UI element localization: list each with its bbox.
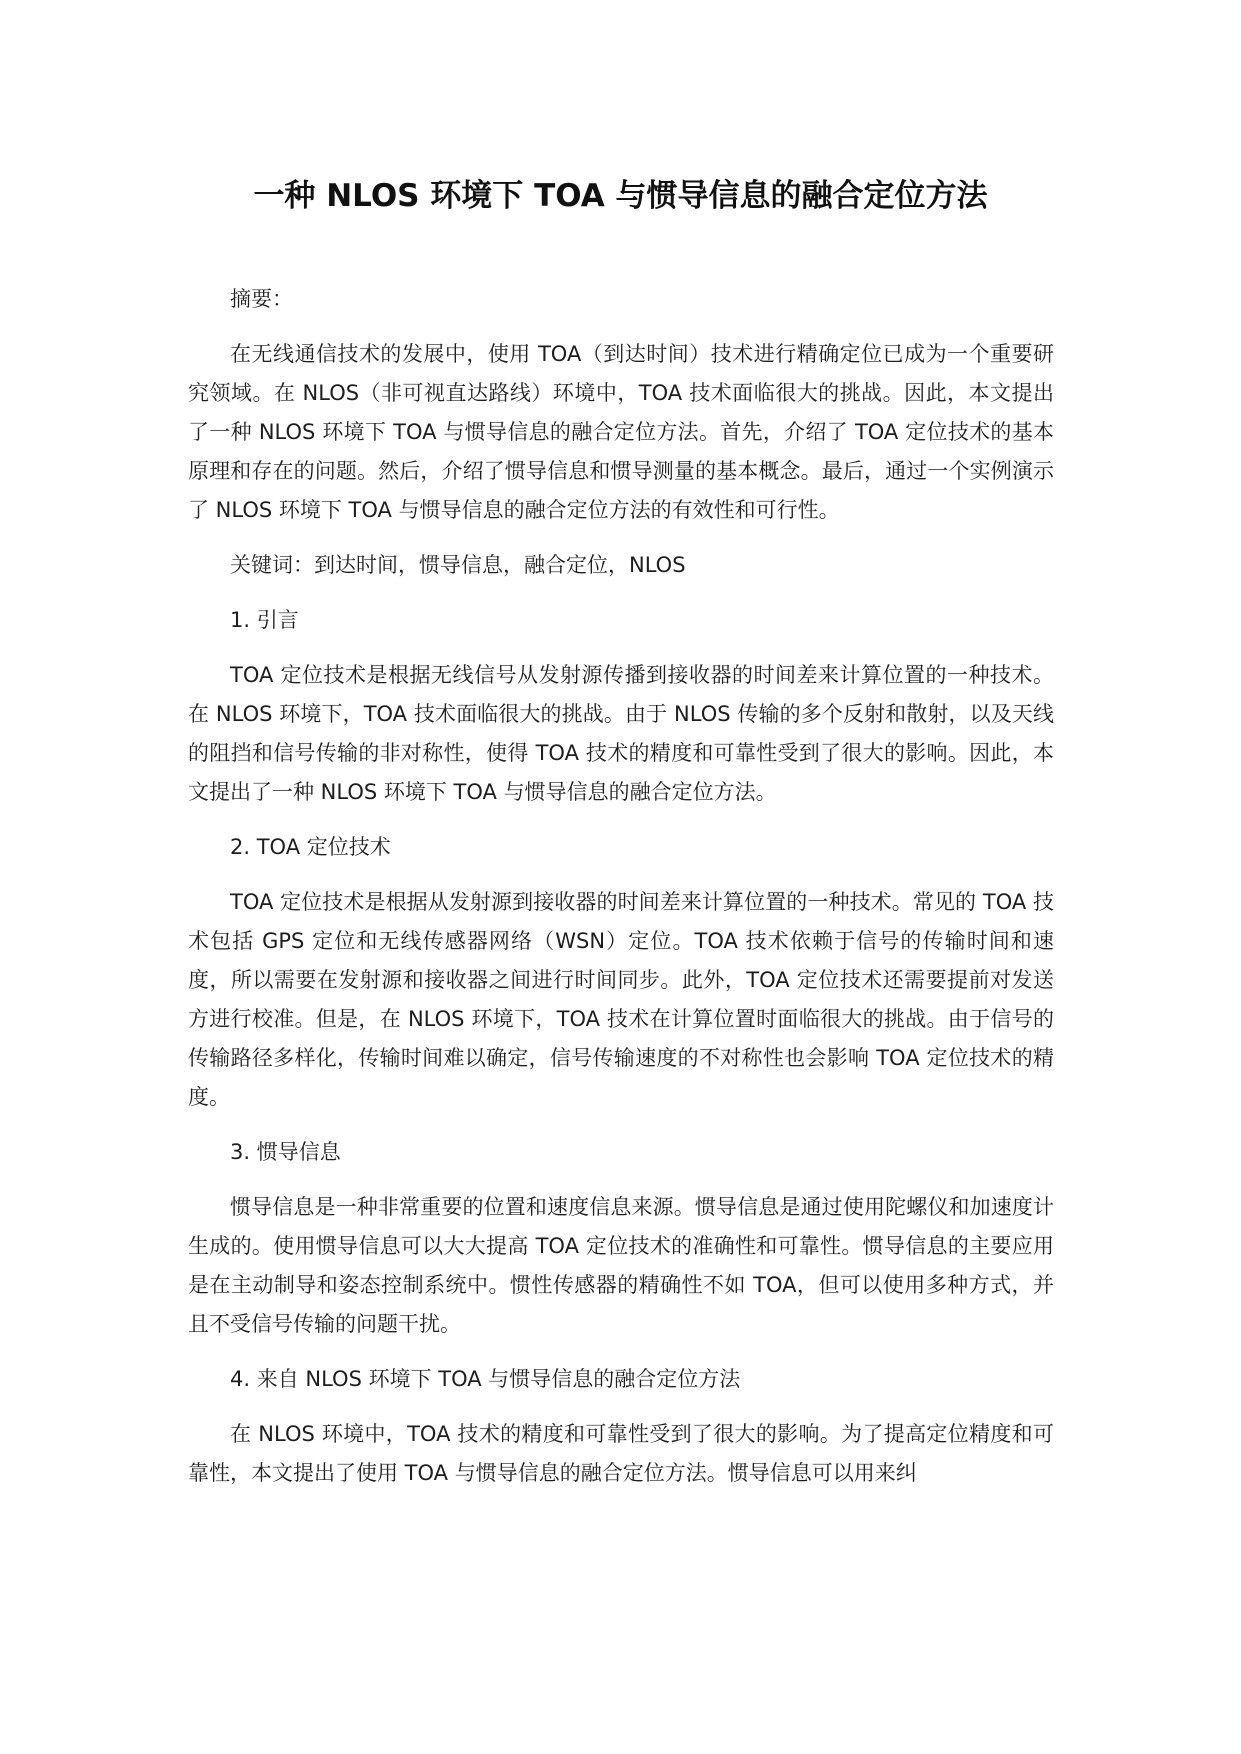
section-paragraph-toa-technology: TOA 定位技术是根据从发射源到接收器的时间差来计算位置的一种技术。常见的 TOA 技术包括 GPS 定位和无线传感器网络（WSN）定位。TOA 技术依赖于信号的传输时间和速度，所以需要在发射源和接收器之间进行时间同步。此外，TOA 定位技术还需要提前对发送方进行校准。但是，在 NLOS 环境下，TOA 技术在计算位置时面临很大的挑战。由于信号的传输路径多样化，传输时间难以确定，信号传输速度的不对称性也会影响 TOA 定位技术的精度。 — [188, 890, 1054, 1109]
section-paragraph-inertial-info: 惯导信息是一种非常重要的位置和速度信息来源。惯导信息是通过使用陀螺仪和加速度计生成的。使用惯导信息可以大大提高 TOA 定位技术的准确性和可靠性。惯导信息的主要应用是在主动制导和姿态控制系统中。惯性传感器的精确性不如 TOA，但可以使用多种方式，并且不受信号传输的问题干扰。 — [188, 1195, 1054, 1336]
section-heading-introduction: 1. 引言 — [230, 608, 299, 632]
document-body — [188, 280, 1054, 1509]
abstract-paragraph: 在无线通信技术的发展中，使用 TOA（到达时间）技术进行精确定位已成为一个重要研究领域。在 NLOS（非可视直达路线）环境中，TOA 技术面临很大的挑战。因此，本文提出了一种 NLOS 环境下 TOA 与惯导信息的融合定位方法。首先，介绍了 TOA 定位技术的基本原理和存在的问题。然后，介绍了惯导信息和惯导测量的基本概念。最后，通过一个实例演示了 NLOS 环境下 TOA 与惯导信息的融合定位方法的有效性和可行性。 — [188, 342, 1054, 522]
section-paragraph-introduction: TOA 定位技术是根据无线信号从发射源传播到接收器的时间差来计算位置的一种技术。 在 NLOS 环境下，TOA 技术面临很大的挑战。由于 NLOS 传输的多个反射和散射，以及天线的阻挡和信号传输的非对称性，使得 TOA 技术的精度和可靠性受到了很大的影响。因此，本文提出了一种 NLOS 环境下 TOA 与惯导信息的融合定位方法。 — [188, 663, 1054, 804]
section-paragraph-fusion-method: 在 NLOS 环境中，TOA 技术的精度和可靠性受到了很大的影响。为了提高定位精度和可靠性，本文提出了使用 TOA 与惯导信息的融合定位方法。惯导信息可以用来纠 — [188, 1422, 1054, 1485]
abstract-label: 摘要： — [230, 287, 293, 311]
section-heading-fusion-method: 4. 来自 NLOS 环境下 TOA 与惯导信息的融合定位方法 — [230, 1367, 741, 1391]
section-heading-toa-technology: 2. TOA 定位技术 — [230, 835, 391, 859]
section-heading-inertial-info: 3. 惯导信息 — [230, 1140, 341, 1164]
document-title: 一种 NLOS 环境下 TOA 与惯导信息的融合定位方法 — [253, 178, 988, 214]
keywords-line: 关键词：到达时间，惯导信息，融合定位，NLOS — [230, 553, 686, 577]
